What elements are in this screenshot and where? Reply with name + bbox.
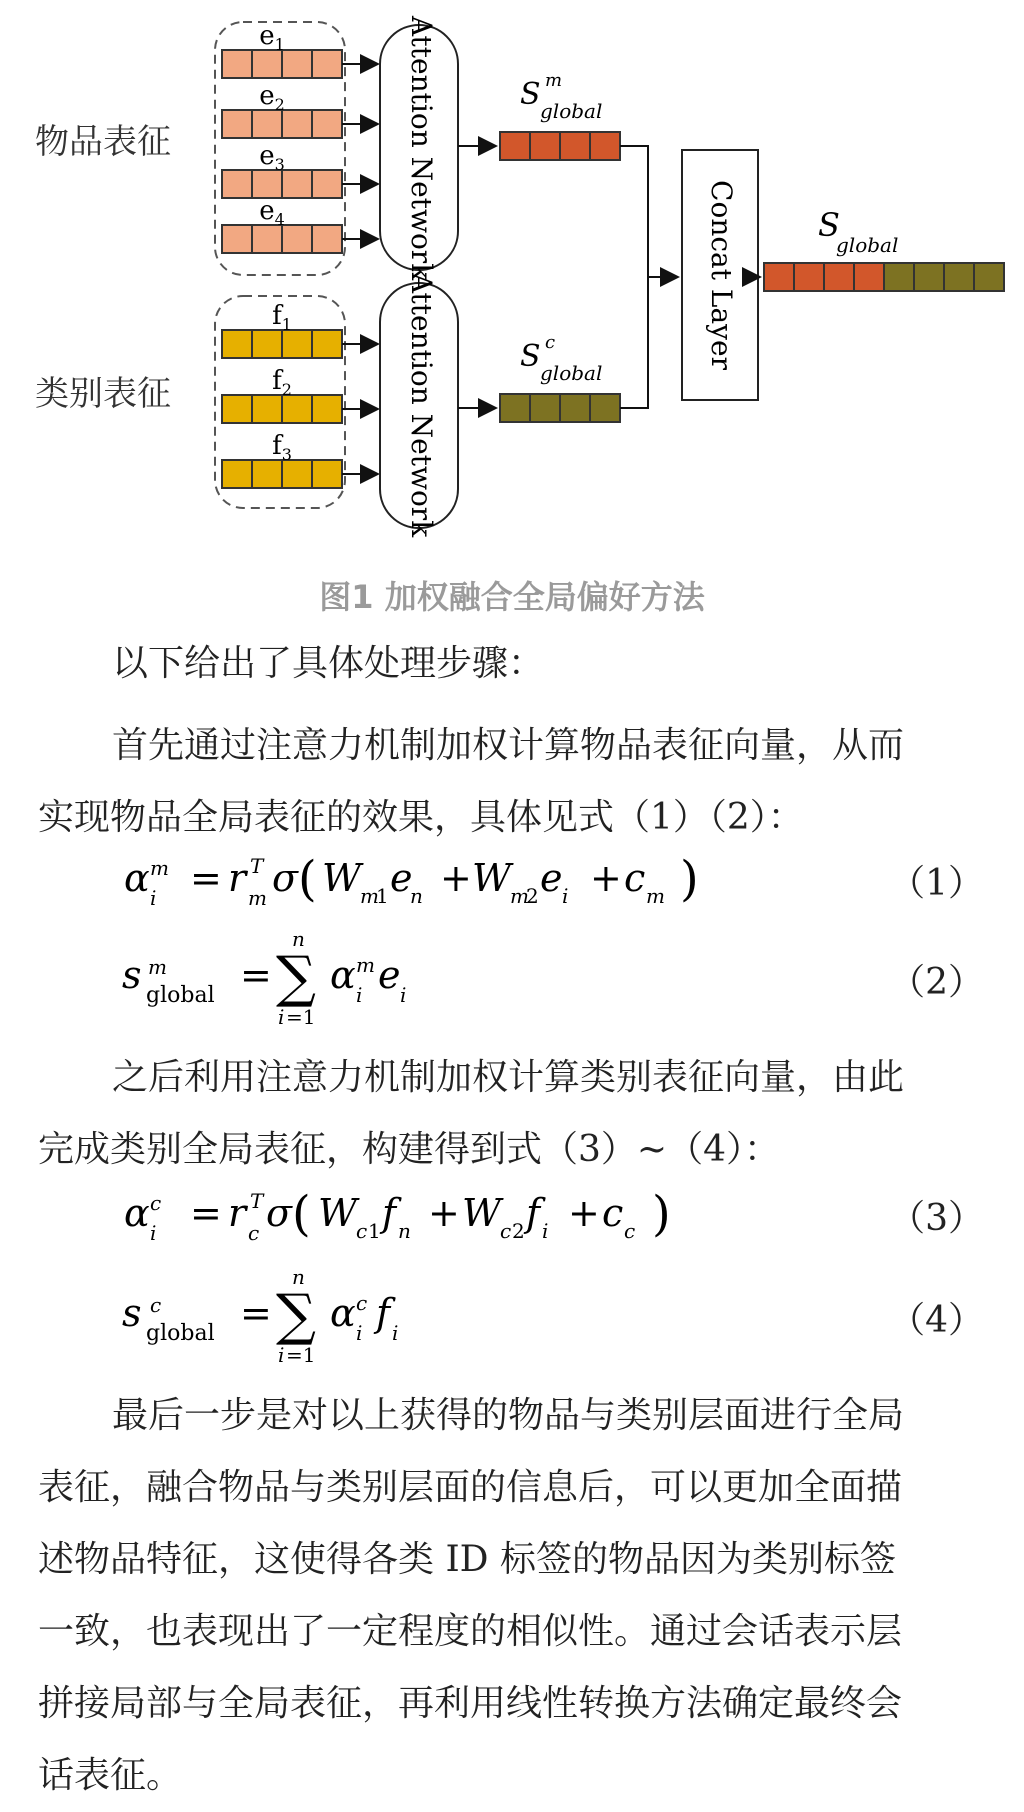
svg-text:global: global [146,1321,215,1346]
svg-text:): ) [680,851,699,907]
svg-text:n: n [292,930,305,951]
svg-text:c: c [356,1219,368,1243]
merge-connector [620,146,678,408]
text-line: 实现物品全局表征的效果，具体见式（1）（2）： [38,797,804,838]
concat-layer [682,150,758,400]
figure-caption: 图1 加权融合全局偏好方法 [319,578,705,616]
svg-text:=: = [190,856,222,900]
svg-text:∑: ∑ [276,945,316,1010]
svg-text:s: s [122,953,142,997]
item-blocks [222,21,342,253]
item-block-e1 [222,21,342,78]
text-line: 述物品特征，这使得各类 ID 标签的物品因为类别标签 [38,1539,896,1580]
svg-text:f2: $f_2$ [272,366,292,399]
svg-text:f: f [376,1291,391,1335]
svg-text:1: 1 [368,1219,381,1243]
attention-network-categories [380,272,458,538]
svg-text:(: ( [298,851,317,907]
equation-2-number: （2） [889,962,984,1003]
svg-text:e: e [378,953,401,997]
svg-text:α: α [330,953,356,997]
category-blocks [222,301,342,488]
svg-text:c: c [545,332,556,353]
svg-text:m: m [545,70,563,91]
equation-3-math [0,1180,900,1260]
svg-text:global: global [540,361,603,385]
concat-label: Concat Layer [705,180,738,370]
svg-text:∑: ∑ [276,1283,316,1348]
svg-text:e: e [540,856,563,900]
svg-text:c: c [602,1191,624,1235]
category-block-f3 [222,431,342,488]
svg-text:): ) [652,1186,671,1242]
svg-text:=1: =1 [286,1343,316,1367]
svg-text:f1: $f_1$ [272,301,292,334]
text-line: 最后一步是对以上获得的物品与类别层面进行全局 [112,1395,905,1436]
svg-text:2: 2 [512,1219,525,1243]
svg-text:=: = [240,953,272,997]
svg-text:c: c [248,1221,260,1245]
svg-text:=: = [240,1291,272,1335]
input-arrows [342,64,378,474]
architecture-figure [0,0,1024,560]
svg-text:f: f [382,1191,397,1235]
svg-text:f: f [526,1191,541,1235]
paragraph-intro [38,628,998,700]
text-line: 首先通过注意力机制加权计算物品表征向量，从而 [112,725,905,766]
svg-text:f3: $f_3$ [272,431,292,464]
svg-text:=1: =1 [286,1005,316,1029]
paragraph-category [38,1042,998,1186]
equation-3 [0,1180,1024,1260]
svg-text:S: S [520,77,541,112]
svg-text:i: i [562,884,569,908]
svg-text:α: α [124,856,150,900]
svg-text:c: c [356,1291,368,1315]
svg-text:e4: $e_4$ [259,196,285,229]
svg-text:i: i [278,1005,285,1029]
svg-text:e1: $e_1$ [259,21,285,54]
text-line: 拼接局部与全局表征，再利用线性转换方法确定最终会 [38,1683,903,1724]
item-block-e3 [222,141,342,198]
svg-text:σ: σ [266,1191,292,1235]
text-line: 以下给出了具体处理步骤： [112,643,545,684]
svg-text:i: i [356,983,363,1007]
category-block-f2 [222,366,342,423]
svg-text:m: m [360,884,379,908]
svg-text:m: m [646,884,665,908]
category-representation-label: 类别表征 [35,374,171,414]
text-line: 之后利用注意力机制加权计算类别表征向量，由此 [112,1057,905,1098]
svg-text:e: e [390,856,413,900]
s-global-vector [764,206,1004,291]
svg-text:=: = [190,1191,222,1235]
attention-label-1: Attention Network [405,15,438,281]
svg-text:W: W [322,856,362,900]
svg-text:global: global [146,983,215,1008]
svg-text:i: i [150,1221,157,1245]
svg-text:i: i [278,1343,285,1367]
attention-network-items [380,15,458,281]
svg-text:r: r [228,1191,247,1235]
svg-text:W: W [318,1191,358,1235]
svg-text:m: m [248,886,267,910]
svg-text:+: + [590,856,622,900]
svg-text:n: n [292,1268,305,1289]
item-block-e4 [222,196,342,253]
svg-text:e2: $e_2$ [259,81,285,114]
svg-text:e3: $e_3$ [259,141,285,174]
svg-text:1: 1 [376,884,389,908]
s-item-global-vector [500,70,620,160]
item-representation-label: 物品表征 [35,122,171,162]
svg-text:c: c [150,1293,162,1317]
svg-text:n: n [398,1219,411,1243]
svg-text:n: n [410,884,423,908]
svg-text:i: i [356,1321,363,1345]
paragraph-item [38,710,998,854]
svg-text:S: S [520,339,541,374]
equation-3-number: （3） [889,1198,984,1239]
svg-text:α: α [330,1291,356,1335]
svg-text:global: global [836,233,899,257]
equation-4-math [0,1268,900,1368]
text-line: 话表征。 [38,1755,183,1796]
category-block-f1 [222,301,342,358]
equation-4-number: （4） [889,1300,984,1341]
equation-1 [0,845,1024,925]
equation-1-math [0,845,900,925]
svg-text:2: 2 [526,884,539,908]
svg-text:+: + [428,1191,460,1235]
svg-text:i: i [150,886,157,910]
svg-text:i: i [400,983,407,1007]
attention-label-2: Attention Network [405,272,438,538]
svg-text:α: α [124,1191,150,1235]
svg-text:W: W [472,856,512,900]
svg-text:T: T [250,1189,264,1213]
svg-text:W: W [462,1191,502,1235]
text-line: 一致，也表现出了一定程度的相似性。通过会话表示层 [38,1611,903,1652]
s-category-global-vector [500,332,620,422]
svg-text:m: m [148,955,167,979]
svg-text:c: c [500,1219,512,1243]
svg-text:s: s [122,1291,142,1335]
svg-text:c: c [150,1191,162,1215]
equation-4 [0,1268,1024,1368]
svg-text:c: c [624,1219,636,1243]
svg-text:i: i [542,1219,549,1243]
equation-2 [0,930,1024,1030]
svg-text:global: global [540,99,603,123]
svg-text:+: + [440,856,472,900]
svg-text:T: T [250,854,264,878]
equation-2-math [0,930,900,1030]
text-line: 完成类别全局表征，构建得到式（3）~（4）： [38,1129,780,1170]
svg-text:m: m [510,884,529,908]
paragraph-final [38,1380,998,1812]
svg-text:(: ( [292,1186,311,1242]
svg-text:m: m [150,856,169,880]
svg-text:σ: σ [272,856,298,900]
item-block-e2 [222,81,342,138]
svg-text:m: m [356,953,375,977]
svg-text:c: c [624,856,646,900]
svg-text:i: i [392,1321,399,1345]
svg-text:+: + [568,1191,600,1235]
svg-text:S: S [818,206,840,244]
svg-text:r: r [228,856,247,900]
text-line: 表征，融合物品与类别层面的信息后，可以更加全面描 [38,1467,903,1508]
equation-1-number: （1） [889,863,984,904]
